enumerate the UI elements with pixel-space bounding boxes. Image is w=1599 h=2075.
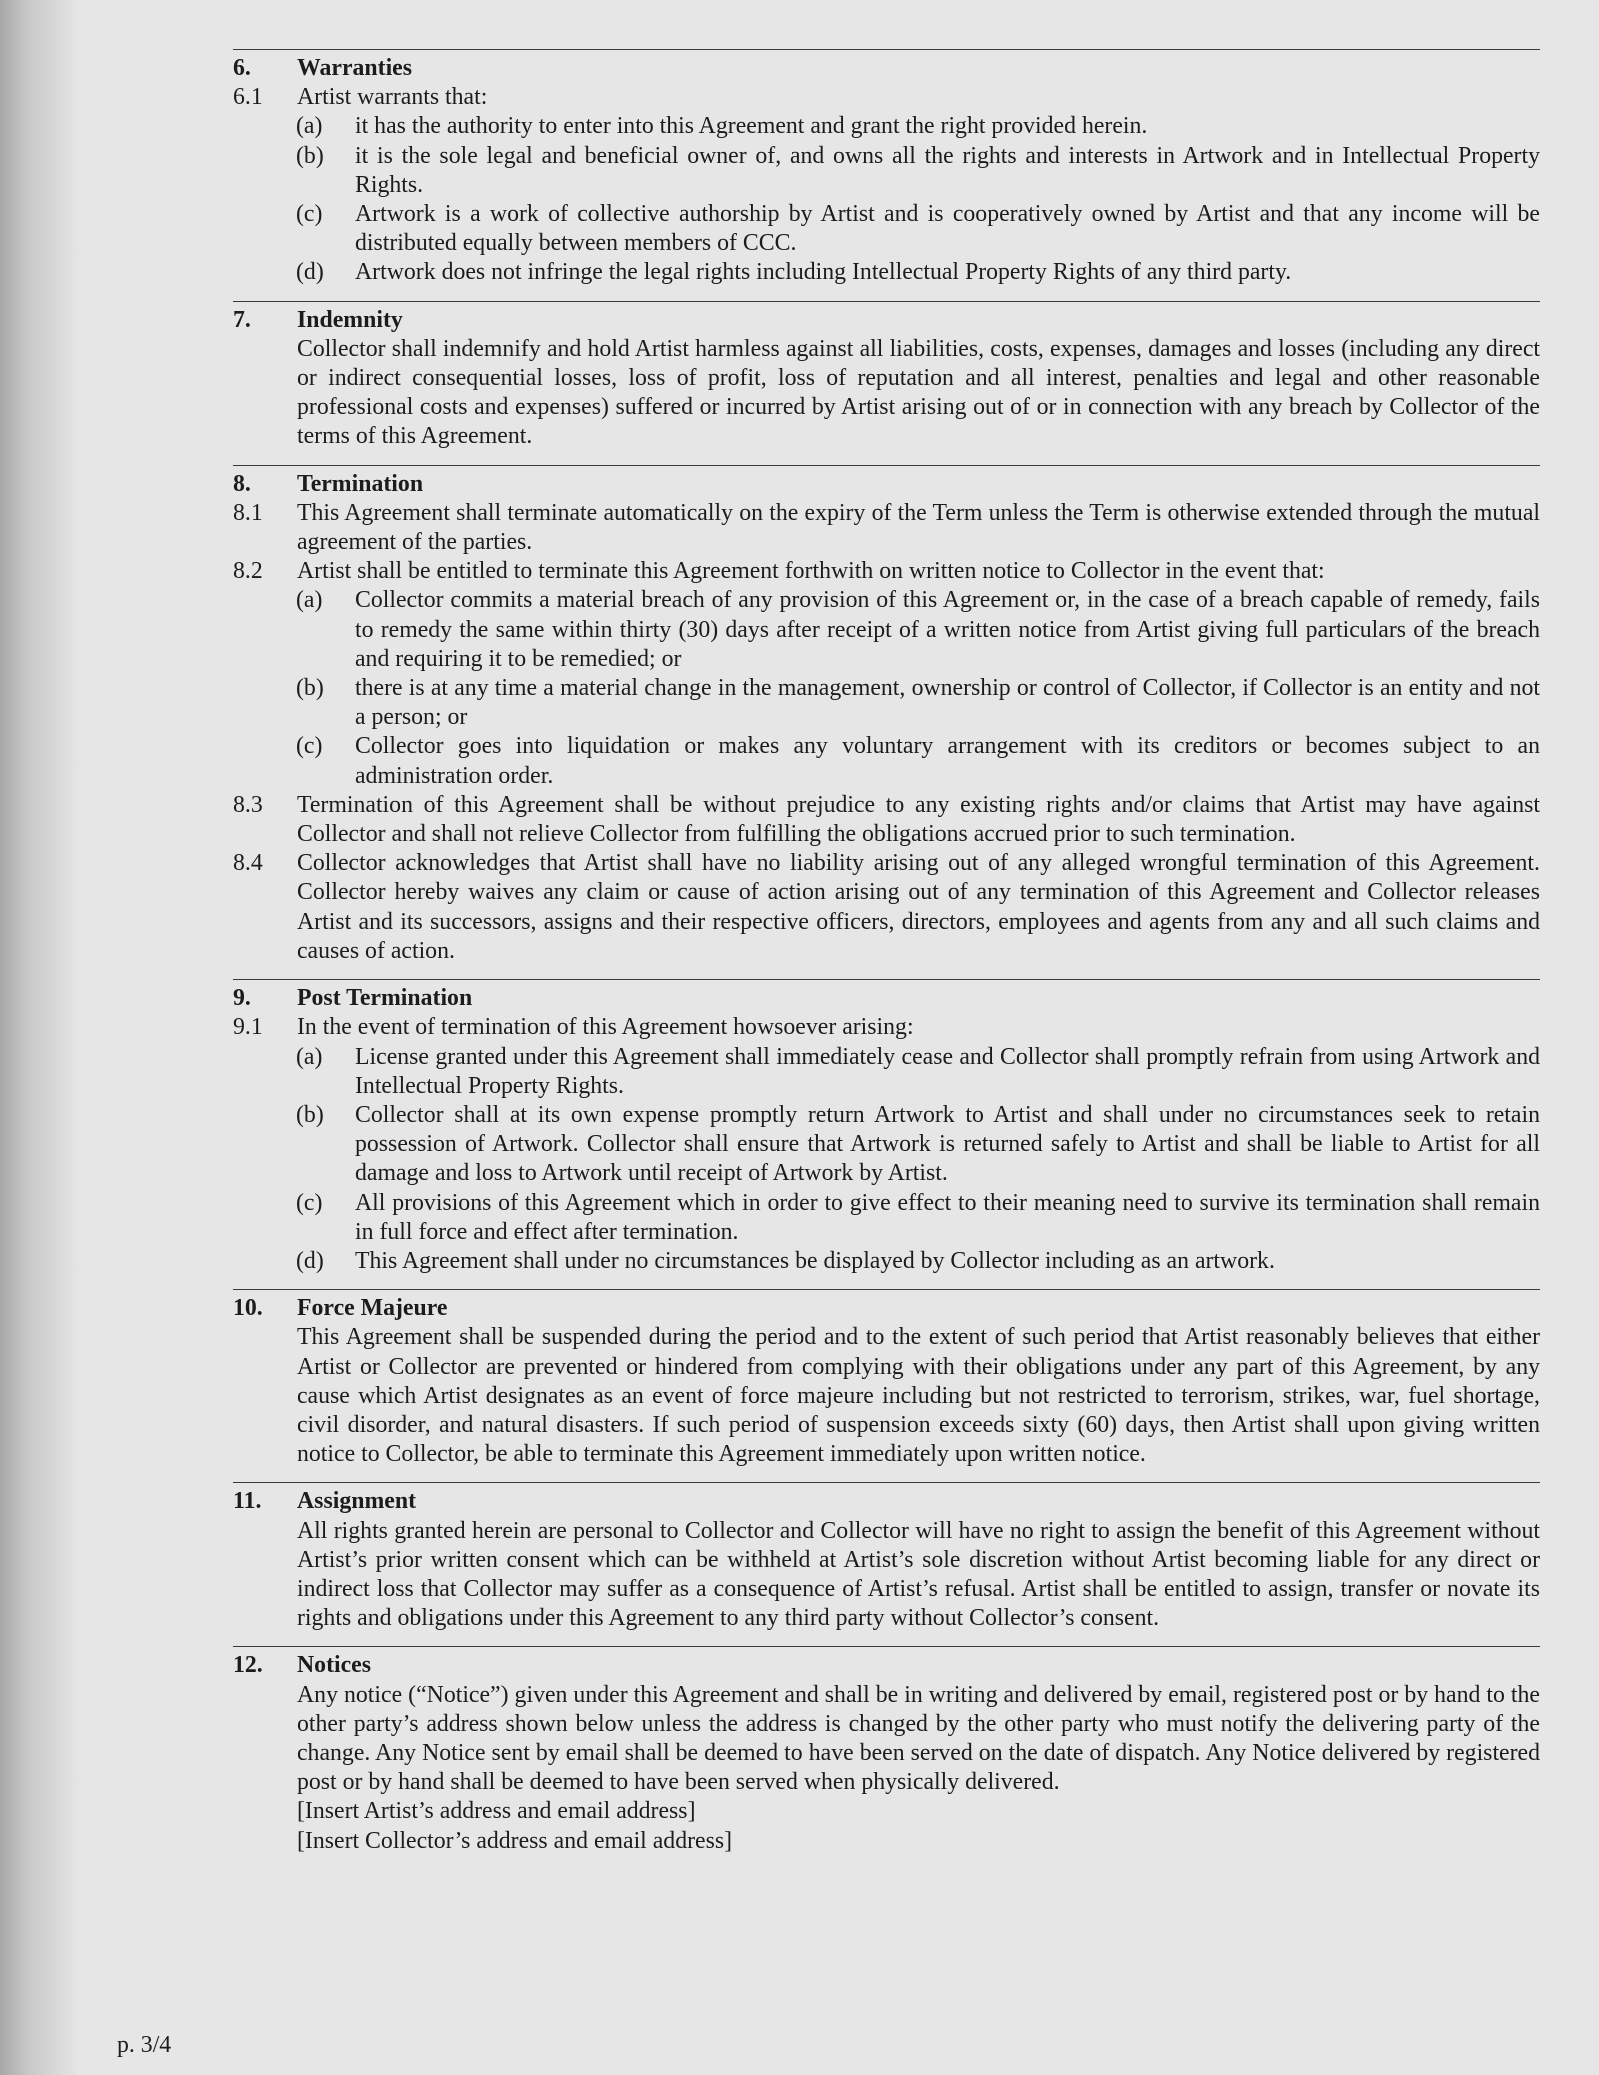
section-number: 7. bbox=[233, 306, 251, 333]
section-number: 10. bbox=[233, 1295, 263, 1322]
section-heading bbox=[233, 470, 1540, 499]
sub-clause-text: Collector shall at its own expense promptly return Artwork to Artist and shall under no circumstances seek to retain possession of Artwork. Collector shall ensure that Artwork is returned safely to Artist and shall be liable to Artist for all damage and loss to Artwork until receipt of Artwork by Artist. bbox=[355, 1101, 1540, 1187]
sub-clause bbox=[233, 112, 1540, 141]
clause bbox=[233, 83, 1540, 112]
clause bbox=[233, 849, 1540, 966]
section-termination bbox=[233, 466, 1540, 979]
sub-clause bbox=[233, 1043, 1540, 1101]
section-number: 8. bbox=[233, 470, 251, 497]
page-number: p. 3/4 bbox=[117, 2032, 172, 2058]
sub-clause-text: Artwork is a work of collective authorship by Artist and is cooperatively owned by Artist and that any income will be distributed equally between members of CCC. bbox=[355, 201, 1540, 257]
sub-clause bbox=[233, 586, 1540, 674]
sub-clause-text: This Agreement shall under no circumstances be displayed by Collector including as an artwork. bbox=[355, 1247, 1275, 1274]
clause-text: Artist shall be entitled to terminate this Agreement forthwith on written notice to Collector in the event that: bbox=[297, 558, 1325, 585]
section-number: 11. bbox=[233, 1488, 262, 1515]
sub-clause-label: (a) bbox=[296, 1043, 323, 1070]
page-edge-shadow bbox=[0, 0, 80, 2075]
sub-clause-label: (c) bbox=[296, 733, 323, 760]
clause-number: 9.1 bbox=[233, 1014, 263, 1041]
section-heading bbox=[233, 54, 1540, 83]
document-body bbox=[233, 49, 1540, 1869]
sub-clause-text: Artwork does not infringe the legal rights including Intellectual Property Rights of any third party. bbox=[355, 259, 1292, 286]
sub-clause-label: (d) bbox=[296, 1247, 324, 1274]
sub-clause-label: (b) bbox=[296, 142, 324, 169]
sub-clause bbox=[233, 142, 1540, 200]
section-title: Termination bbox=[297, 470, 424, 497]
section-number: 9. bbox=[233, 985, 251, 1012]
sub-clause-label: (c) bbox=[296, 1189, 323, 1216]
clause bbox=[233, 557, 1540, 586]
section-title: Assignment bbox=[297, 1488, 416, 1515]
section-title: Notices bbox=[297, 1652, 372, 1679]
sub-clause-label: (b) bbox=[296, 1101, 324, 1128]
sub-clause bbox=[233, 674, 1540, 732]
clause-number: 8.3 bbox=[233, 791, 263, 818]
sub-clause bbox=[233, 258, 1540, 287]
clause-text: This Agreement shall terminate automatically on the expiry of the Term unless the Term is otherwise extended through the mutual agreement of the parties. bbox=[297, 499, 1540, 556]
paragraph: This Agreement shall be suspended during the period and to the extent of such period that Artist reasonably believes that either Artist or Collector are prevented or hindered from complying with their obligations under any part of this Agreement, by any cause which Artist designates as an event of force majeure including but not restricted to terrorism, strikes, war, fuel shortage, civil disorder, and natural disasters. If such period of suspension exceeds sixty (60) days, then Artist shall upon giving written notice to Collector, be able to terminate this Agreement immediately upon written notice. bbox=[297, 1324, 1540, 1468]
clause bbox=[233, 1013, 1540, 1042]
clause-text: Termination of this Agreement shall be without prejudice to any existing rights and/or claims that Artist may have against Collector and shall not relieve Collector from fulfilling the obligations accrued prior to such termination. bbox=[297, 791, 1540, 848]
clause bbox=[233, 791, 1540, 849]
clause-number: 6.1 bbox=[233, 84, 263, 111]
clause-text: Artist warrants that: bbox=[297, 84, 488, 111]
sub-clause bbox=[233, 732, 1540, 790]
sub-clause-label: (d) bbox=[296, 259, 324, 286]
section-post-termination bbox=[233, 980, 1540, 1289]
section-title: Post Termination bbox=[297, 985, 473, 1012]
paragraph: Any notice (“Notice”) given under this Agreement and shall be in writing and delivered by email, registered post or by hand to the other party’s address shown below unless the address is changed by the other party who must notify the delivering party of the change. Any Notice sent by email shall be deemed to have been served on the date of dispatch. Any Notice delivered by registered post or by hand shall be deemed to have been served when physically delivered. bbox=[297, 1681, 1540, 1796]
sub-clause-label: (c) bbox=[296, 201, 323, 228]
section-heading bbox=[233, 1651, 1540, 1680]
sub-clause-text: Collector commits a material breach of any provision of this Agreement or, in the case of a breach capable of remedy, fails to remedy the same within thirty (30) days after receipt of a written notice from Artist giving full particulars of the breach and requiring it to be remedied; or bbox=[355, 587, 1540, 672]
section-heading bbox=[233, 1487, 1540, 1516]
sub-clause-label: (a) bbox=[296, 113, 323, 140]
sub-clause-text: there is at any time a material change in the management, ownership or control of Collector, if Collector is an entity and not a person; or bbox=[355, 675, 1540, 731]
section-notices bbox=[233, 1647, 1540, 1868]
paragraph: All rights granted herein are personal to Collector and Collector will have no right to assign the benefit of this Agreement without Artist’s prior written consent which can be withheld at Artist’s sole discretion without Artist becoming liable for any direct or indirect loss that Collector may suffer as a consequence of Artist’s refusal. Artist shall be entitled to assign, transfer or novate its rights and obligations under this Agreement to any third party without Collector’s consent. bbox=[297, 1517, 1540, 1632]
section-force-majeure bbox=[233, 1290, 1540, 1482]
section-title: Warranties bbox=[297, 55, 412, 81]
sub-clause bbox=[233, 1189, 1540, 1247]
clause-text: In the event of termination of this Agreement howsoever arising: bbox=[297, 1014, 914, 1041]
section-indemnity bbox=[233, 302, 1540, 465]
clause bbox=[233, 499, 1540, 557]
sub-clause bbox=[233, 1247, 1540, 1276]
section-heading bbox=[233, 306, 1540, 335]
section-number: 6. bbox=[233, 55, 251, 81]
clause-number: 8.2 bbox=[233, 558, 263, 585]
clause-number: 8.1 bbox=[233, 499, 263, 526]
sub-clause-text: Collector goes into liquidation or makes any voluntary arrangement with its creditors or becomes subject to an administration order. bbox=[355, 733, 1540, 789]
sub-clause-text: it is the sole legal and beneficial owner of, and owns all the rights and interests in Artwork and in Intellectual Property Rights. bbox=[355, 142, 1540, 198]
sub-clause bbox=[233, 200, 1540, 258]
section-heading bbox=[233, 984, 1540, 1013]
clause-text: Collector acknowledges that Artist shall have no liability arising out of any alleged wrongful termination of this Agreement. Collector hereby waives any claim or cause of action arising out of any termination of this Agreement and Collector releases Artist and its successors, assigns and their respective officers, directors, employees and agents from any and all such claims and causes of action. bbox=[297, 850, 1540, 964]
paragraph: [Insert Collector’s address and email address] bbox=[297, 1827, 733, 1854]
clause-number: 8.4 bbox=[233, 850, 263, 877]
sub-clause-text: All provisions of this Agreement which in order to give effect to their meaning need to survive its termination shall remain in full force and effect after termination. bbox=[355, 1189, 1540, 1245]
sub-clause-text: License granted under this Agreement shall immediately cease and Collector shall promptly refrain from using Artwork and Intellectual Property Rights. bbox=[355, 1043, 1540, 1099]
section-title: Indemnity bbox=[297, 306, 403, 333]
paragraph: Collector shall indemnify and hold Artist harmless against all liabilities, costs, expenses, damages and losses (including any direct or indirect consequential losses, loss of profit, loss of reputation and all interest, penalties and legal and other reasonable professional costs and expenses) suffered or incurred by Artist arising out of or in connection with any breach by Collector of the terms of this Agreement. bbox=[297, 335, 1540, 450]
section-assignment bbox=[233, 1483, 1540, 1646]
paragraph: [Insert Artist’s address and email address] bbox=[297, 1798, 696, 1825]
sub-clause-label: (b) bbox=[296, 675, 324, 702]
sub-clause-text: it has the authority to enter into this Agreement and grant the right provided herein. bbox=[355, 113, 1148, 140]
section-warranties bbox=[233, 50, 1540, 301]
sub-clause-label: (a) bbox=[296, 587, 323, 614]
sub-clause bbox=[233, 1101, 1540, 1189]
section-heading bbox=[233, 1294, 1540, 1323]
section-title: Force Majeure bbox=[297, 1295, 448, 1322]
section-number: 12. bbox=[233, 1652, 263, 1679]
